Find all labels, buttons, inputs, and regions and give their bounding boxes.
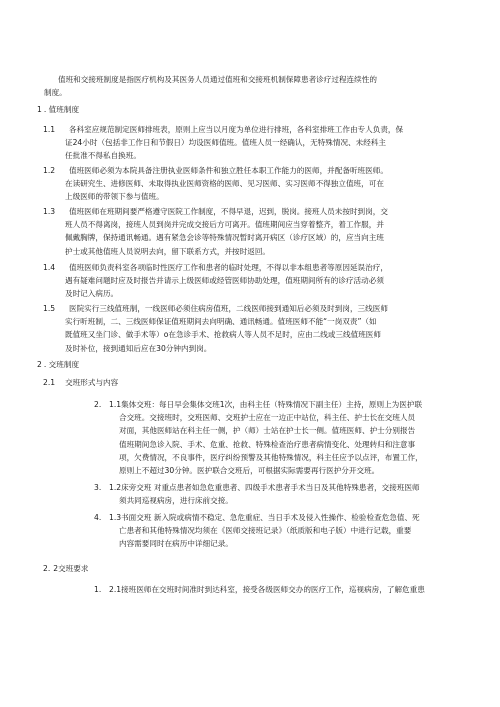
clause-line: 亡患者和其他特殊情况均须在《医师交接班记录》（纸质版和电子版）中进行记载，重要: [119, 526, 412, 536]
clause-line: 任批准不得私自换班。: [65, 151, 141, 161]
clause-line: 上级医师的带领下参与值班。: [65, 192, 164, 202]
section-number: 2: [37, 360, 42, 369]
clause-line: 及时补位，接到通知后应在30分钟内到岗。: [65, 343, 212, 353]
clause-1-4: [65, 261, 388, 301]
clause-line: 护士或其他值班人员说明去向，留下联系方式，并按时返回。: [65, 246, 271, 256]
clause-line: 既值班又坐门诊、做手术等）o在急诊手术、抢救病人等人员不足时，应由二线或三线值班医师: [65, 330, 381, 340]
clause-line: 1.1集体交班：每日早会集体交班1次，由科主任（特殊情况下副主任）主持，原则上为医护联: [109, 400, 423, 409]
handover-bedside: [109, 481, 420, 507]
intro-paragraph: [44, 73, 377, 99]
clause-line: 合交班。交接班时，交班医师、交班护士应在一边正中站位，科主任、护士长在交班人员: [119, 413, 416, 423]
clause-line: 值班医师在班期间要严格遵守医院工作制度，不得早退，迟到，脱岗。接班人员未按时到岗，交: [69, 207, 388, 216]
intro-line: 值班和交接班制度是指医疗机构及其医务人员通过值班和交接班机制保障患者诊疗过程连续性的: [58, 75, 377, 84]
section-2-heading: [37, 358, 79, 371]
clause-line: 原则上不超过30分钟。医护联合交班后，可根据实际需要再行医护分开交班。: [119, 466, 380, 476]
section-number: 1: [37, 105, 42, 114]
clause-line: 值班医师必须为本院具备注册执业医师条件和独立胜任本职工作能力的医师，并配备听班医师。: [69, 166, 388, 175]
clause-1-1: [65, 123, 403, 163]
clause-line: 及时记入病历。: [65, 289, 119, 299]
handover-requirement-1: [109, 583, 425, 596]
clause-number: 1.3: [43, 207, 56, 216]
clause-line: 班人员不得离岗，接班人员到岗并完成交接后方可离开。值班期间应当穿着整齐，着工作服，并: [65, 220, 384, 230]
clause-number: 1.5: [43, 304, 56, 313]
clause-line: 1.3书面交班 新入院或病情不稳定、急危重症、当日手术及侵入性操作、检验检查危急值、死: [109, 513, 420, 522]
list-number: 1.: [94, 585, 102, 594]
section-1-heading: [37, 103, 79, 116]
list-number: 2.: [94, 400, 102, 409]
section-title: . 值班制度: [43, 105, 80, 114]
list-number: 3.: [94, 483, 102, 492]
clause-line: 实行听班制，二、三线医师保证值班期间去向明确、通讯畅通。值班医师不能“一岗双责”（如: [65, 317, 377, 327]
clause-line: 医院实行三线值班制，一线医师必须住病房值班，二线医师接到通知后必须及时到岗，三线医师: [69, 304, 388, 313]
clause-1-3: [65, 205, 388, 258]
clause-line: 各科室应规范制定医师排班表，原则上应当以月度为单位进行排班，各科室排班工作由专人负责，保: [69, 125, 404, 134]
clause-line: 证24小时（包括非工作日和节假日）均设医师值班。值班人员一经确认，无特殊情况、未经科主: [65, 138, 387, 148]
clause-1-5: [65, 302, 388, 355]
handover-written: [109, 511, 420, 551]
subsection-title: 交班形式与内容: [65, 378, 119, 387]
subsection-2-2-heading: [43, 562, 88, 575]
subsection-number: 2.1: [43, 378, 56, 387]
clause-line: 值班期间急诊入院、手术、危重、抢救、特殊检查治疗患者病情变化、处理转归和注意事: [119, 439, 416, 449]
section-title: . 交班制度: [43, 360, 80, 369]
clause-line: 项，欠费情况，不良事件，医疗纠纷预警及其他特殊情况，科主任应予以点评，布置工作，: [119, 452, 423, 462]
clause-number: 1.2: [43, 166, 56, 175]
clause-number: 1.4: [43, 263, 56, 272]
clause-line: 在读研究生、进修医师、未取得执业医师资格的医师、见习医师、实习医师不得独立值班，可在: [65, 179, 384, 189]
subsection-number: 2.: [43, 564, 51, 573]
clause-line: 值班医师负责科室各项临时性医疗工作和患者的临时处理，不得以非本组患者等原因延误治疗，: [69, 263, 388, 272]
subsection-2-1-heading: [43, 376, 118, 389]
clause-line: 1.2床旁交班 对重点患者如急危重患者、四级手术患者手术当日及其他特殊患者，交接班医师: [109, 483, 420, 492]
list-number: 4.: [94, 513, 102, 522]
clause-number: 1.1: [43, 125, 56, 134]
clause-line: 内容需要同时在病历中详细记录。: [119, 539, 233, 549]
intro-line: 制度。: [44, 88, 67, 98]
clause-line: 须共同巡视病房，进行床前交接。: [119, 496, 233, 506]
clause-line: 对面，其他医师站在科主任一侧，护（师）士站在护士长一侧。值班医师、护士分别报告: [119, 426, 416, 436]
clause-1-2: [65, 164, 388, 204]
clause-line: 2.1接班医师在交班时间准时到达科室，接受各级医师交办的医疗工作，巡视病房，了解危重患: [109, 585, 425, 594]
handover-collective: [109, 398, 423, 477]
clause-line: 遇有疑难问题时应及时报告并请示上级医师或经管医师协助处理，值班期间所有的诊疗活动必须: [65, 276, 384, 286]
subsection-title: 2交班要求: [53, 564, 89, 573]
clause-line: 佩戴胸牌，保持通讯畅通。遇有紧急会诊等特殊情况暂时离开病区（诊疗区域）的，应当向主班: [65, 233, 384, 243]
